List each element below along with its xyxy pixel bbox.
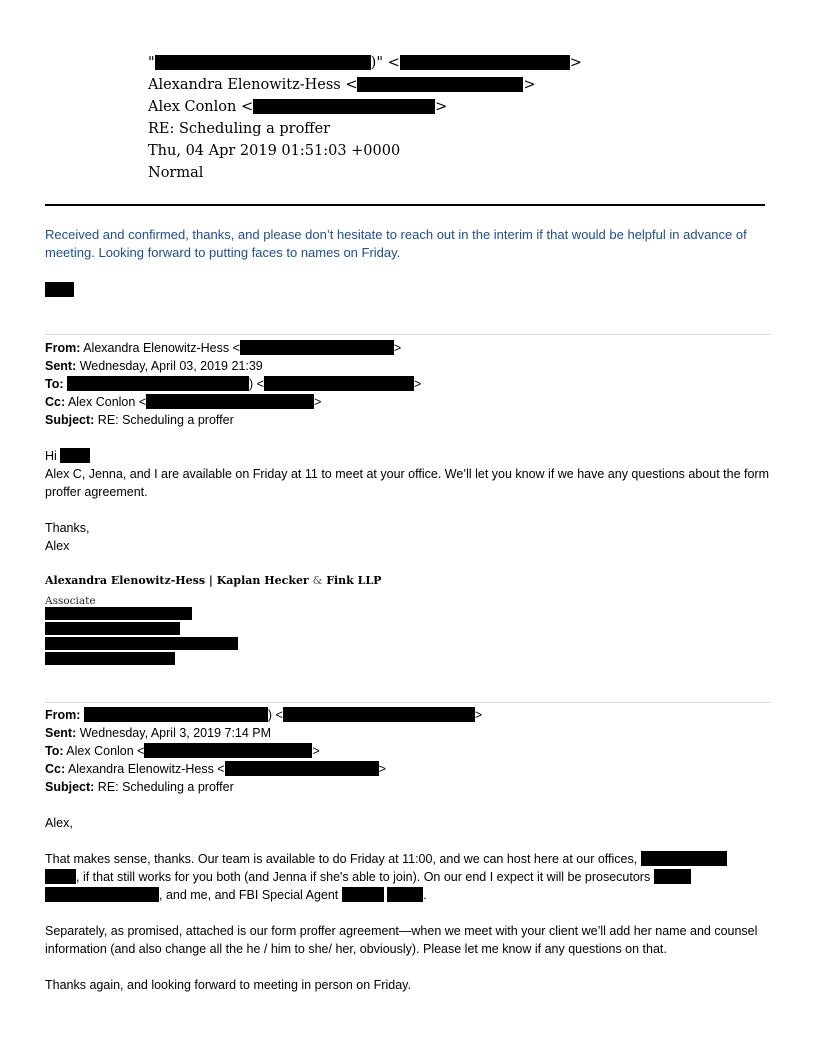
msg1-body: Alex C, Jenna, and I are available on Friday at 11 to meet at your office. We’ll let you know if we have any questions about the form proffer agreement. <box>45 467 770 499</box>
redaction <box>654 869 691 884</box>
redaction <box>357 77 523 92</box>
redaction <box>387 887 423 902</box>
redacted-signature <box>45 282 74 297</box>
redaction <box>240 340 394 355</box>
redaction <box>225 761 379 776</box>
signature-name: Alexandra Elenowitz-Hess | Kaplan Hecker & Fink LLP <box>45 574 382 587</box>
to-value: Alexandra Elenowitz-Hess < > <box>148 77 536 93</box>
msg1-subject-row: Subject: RE: Scheduling a proffer <box>45 413 234 427</box>
msg1-cc-row: Cc: Alex Conlon < > <box>45 395 322 409</box>
msg2-to-row: To: Alex Conlon < > <box>45 744 320 758</box>
header-divider <box>45 204 765 206</box>
redaction <box>45 622 180 635</box>
redaction <box>264 376 414 391</box>
msg2-cc-row: Cc: Alexandra Elenowitz-Hess < > <box>45 762 386 776</box>
redaction <box>155 55 371 70</box>
redaction <box>67 376 249 391</box>
message-1-header <box>45 339 771 429</box>
redaction <box>84 707 268 722</box>
message-divider <box>45 702 771 703</box>
redaction <box>45 652 175 665</box>
redaction <box>45 869 76 884</box>
msg2-sent-row: Sent: Wednesday, April 3, 2019 7:14 PM <box>45 726 272 740</box>
redaction <box>641 851 727 866</box>
subject-value: RE: Scheduling a proffer <box>148 121 331 137</box>
msg2-subject-row: Subject: RE: Scheduling a proffer <box>45 780 234 794</box>
redaction <box>283 707 475 722</box>
msg2-from-row: From: ) < > <box>45 708 483 722</box>
msg1-greeting: Hi <box>45 447 771 465</box>
msg2-paragraph-3: Thanks again, and looking forward to meeting in person on Friday. <box>45 978 411 992</box>
from-value: " )" < > <box>148 55 582 71</box>
redaction <box>144 743 312 758</box>
redaction <box>45 887 159 902</box>
cc-value: Alex Conlon < > <box>148 99 448 115</box>
message-divider <box>45 334 771 335</box>
msg1-to-row: To: ) < > <box>45 377 422 391</box>
signature-title: Associate <box>45 595 96 607</box>
redaction <box>45 637 238 650</box>
redaction <box>45 607 192 620</box>
msg2-salutation: Alex, <box>45 816 73 830</box>
email-signature <box>45 573 381 608</box>
msg1-sent-row: Sent: Wednesday, April 03, 2019 21:39 <box>45 359 263 373</box>
msg1-from-row: From: Alexandra Elenowitz-Hess < > <box>45 341 402 355</box>
redaction <box>146 394 314 409</box>
message-2-header <box>45 706 771 796</box>
msg1-signoff: Alex <box>45 539 70 553</box>
date-value: Thu, 04 Apr 2019 01:51:03 +0000 <box>148 143 401 159</box>
reply-text: Received and confirmed, thanks, and please don’t hesitate to reach out in the interim if that would be helpful in advance of meeting. Looking forward to putting faces to names on Friday. <box>45 227 747 260</box>
importance-value: Normal <box>148 165 204 181</box>
msg2-paragraph-2: Separately, as promised, attached is our form proffer agreement—when we meet with your client we’ll add her name and counsel information (and also change all the he / him to she/ her, obviously). Please let me know if any questions on that. <box>45 924 758 956</box>
msg2-paragraph-1: That makes sense, thanks. Our team is available to do Friday at 11:00, and we can host here at our offices, , if that still works for you both (and Jenna if she's able to join). On our end I expect it will be prosecutors , and me, and FBI Special Agent . <box>45 850 771 904</box>
redaction <box>253 99 435 114</box>
msg1-thanks: Thanks, <box>45 521 90 535</box>
redaction <box>342 887 384 902</box>
redaction <box>60 448 90 463</box>
redaction <box>400 55 570 70</box>
